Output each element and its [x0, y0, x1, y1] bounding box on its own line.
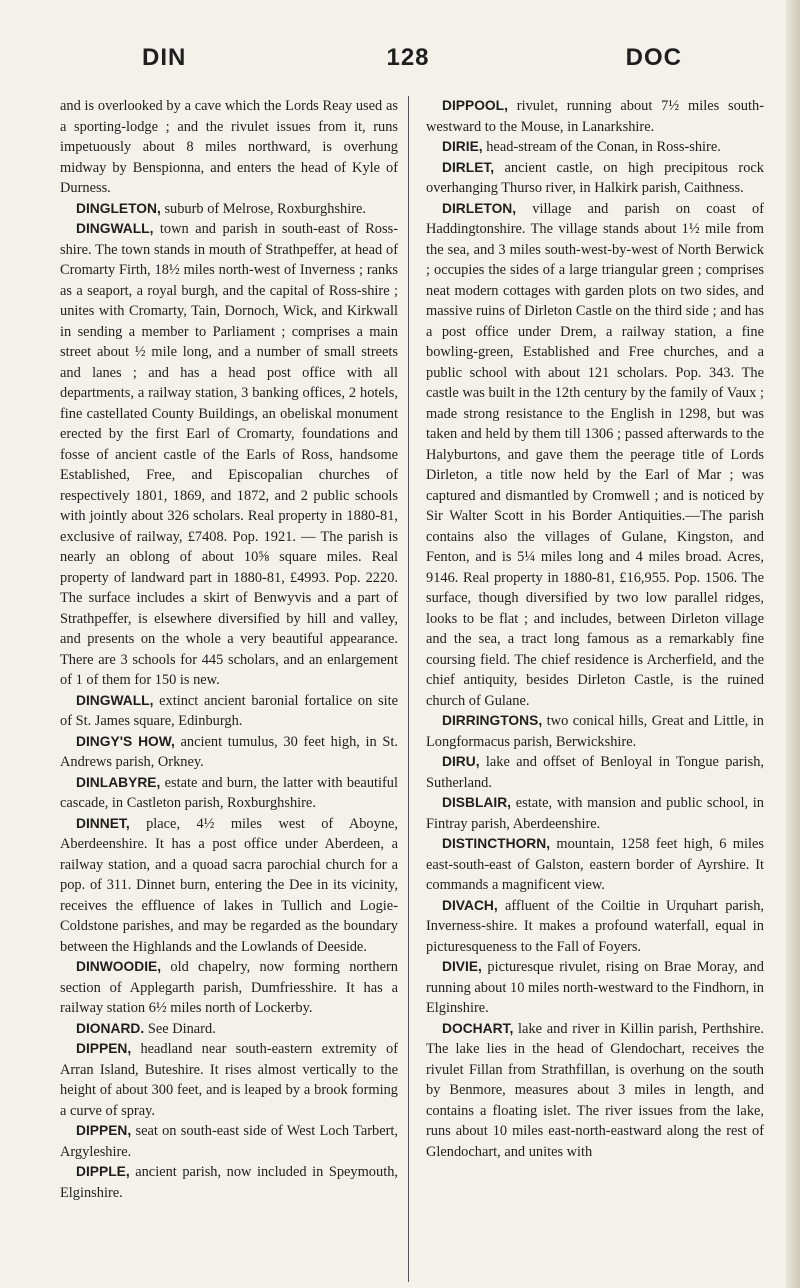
page-header — [64, 44, 752, 74]
entry-headword: DINWOODIE, — [76, 959, 162, 974]
entry-text: village and parish on coast of Haddingtonshire. The village stands about 1½ mile from the sea, and 3 miles south-west-by-west of North Berwick ; occupies the sides of a large triangular green ; comprises neat modern cottages with garden plots on two sides, and massive ruins of Dirleton Castle on the third side ; and has a post office under Drem, a railway station, a fine bowling-green, Established and Free churches, and a public school with about 121 scholars. Pop. 343. The castle was built in the 12th century by the family of Vaux ; made strong resistance to the English in 1298, but was taken and held by them till 1306 ; passed afterwards to the Halyburtons, and gave them the peerage title of Lords Dirleton, a title now held by the Earl of Mar ; was captured and dismantled by Cromwell ; and is noticed by Sir Walter Scott in his Border Antiquities.—The parish contains also the villages of Gulane, Kingston, and Fenton, and is 5¼ miles long and 4 miles broad. Acres, 9146. Real property in 1880-81, £16,955. Pop. 1506. The surface, though diversified by two low parallel ridges, looks to be flat ; and includes, between Dirleton village and the sea, a tract long famous as a remarkably fine coursing field. The chief residence is Archerfield, and the chief antiquity, besides Dirleton Castle, is the ruined church of Gulane. — [426, 200, 764, 709]
entry-headword: DIPPLE, — [76, 1164, 130, 1179]
gazetteer-entry — [426, 96, 764, 137]
gazetteer-entry — [426, 137, 764, 158]
entry-headword: DINGWALL, — [76, 692, 154, 708]
entry-text: headland near south-eastern extremity of Arran Island, Buteshire. It rises almost vertically to the height of about 300 feet, and is leaped by a brook forming a curve of spray. — [60, 1041, 398, 1119]
entry-headword: DIPPOOL, — [442, 98, 508, 113]
entry-text: rivulet, running about 7½ miles south-westward to the Mouse, in Lanarkshire. — [426, 98, 764, 135]
gazetteer-entry — [426, 158, 764, 199]
entry-headword: DISTINCTHORN, — [442, 836, 551, 851]
column-divider — [408, 96, 409, 1282]
entry-text: See Dinard. — [144, 1020, 216, 1037]
gazetteer-entry — [60, 1121, 398, 1162]
entry-headword: DIVACH, — [442, 897, 498, 913]
gazetteer-entry — [60, 1162, 398, 1203]
entry-text: two conical hills, Great and Little, in Longformacus parish, Berwickshire. — [426, 713, 764, 750]
gazetteer-entry — [426, 199, 764, 712]
entry-text: town and parish in south-east of Ross-shire. The town stands in mouth of Strathpeffer, at head of Cromarty Firth, 18½ miles north-west of Inverness ; ranks as a seaport, a royal burgh, and the capital of Ross-shire ; unites with Cromarty, Tain, Dornoch, Wick, and Kirkwall in sending a member to Parliament ; comprises a main street about ½ mile long, and a number of small streets and lanes ; and has a head post office with all departments, a railway station, 3 banking offices, 2 hotels, fine castellated County Buildings, an obeliskal monument erected by the first Earl of Cromarty, foundations and fosse of ancient castle of the Earls of Ross, handsome Established, Free, and Episcopalian churches of respectively 1801, 1869, and 1872, and 2 public schools with jointly about 326 scholars. Real property in 1880-81, exclusive of railway, £7408. Pop. 1921. — The parish is nearly an oblong of about 10⅝ square miles. Real property of landward part in 1880-81, £4993. Pop. 2220. The surface includes a skirt of Benwyvis and a part of Strathpeffer, is elsewhere diversified by hill and valley, and presents on the whole a very beautiful appearance. There are 3 schools for 445 scholars, and an enlargement of 1 of them for 150 is new. — [60, 221, 398, 688]
page-edge — [786, 0, 800, 1288]
gazetteer-entry — [60, 732, 398, 773]
gazetteer-entry — [60, 96, 398, 199]
running-head-right: DOC — [625, 44, 682, 71]
running-head-left: DIN — [142, 44, 187, 71]
gazetteer-entry — [60, 691, 398, 732]
entry-text: estate and burn, the latter with beautiful cascade, in Castleton parish, Roxburghshire. — [60, 774, 398, 811]
entry-headword: DINGY'S HOW, — [76, 733, 175, 749]
entry-text: picturesque rivulet, rising on Brae Moray, and running about 10 miles north-westward to the Findhorn, in Elginshire. — [426, 959, 764, 1016]
entry-headword: DIRLETON, — [442, 200, 517, 216]
entry-text: suburb of Melrose, Roxburghshire. — [160, 200, 367, 217]
gazetteer-entry — [60, 199, 398, 220]
entry-headword: DINGLETON, — [76, 200, 161, 216]
entry-text: affluent of the Coiltie in Urquhart parish, Inverness-shire. It makes a profound waterfall, equal in picturesqueness to the Fall of Foyers. — [426, 897, 764, 955]
entry-text: ancient castle, on high precipitous rock overhanging Thurso river, in Halkirk parish, Caithness. — [426, 159, 764, 196]
entry-headword: DIPPEN, — [76, 1123, 132, 1138]
gazetteer-entry — [426, 957, 764, 1019]
gazetteer-entry — [426, 896, 764, 958]
entry-headword: DIPPEN, — [76, 1041, 132, 1056]
entry-headword: DIRLET, — [442, 159, 495, 175]
entry-text: extinct ancient baronial fortalice on site of St. James square, Edinburgh. — [60, 692, 398, 729]
entry-text: seat on south-east side of West Loch Tarbert, Argyleshire. — [60, 1123, 398, 1160]
entry-headword: DISBLAIR, — [442, 795, 511, 810]
gazetteer-entry — [60, 219, 398, 691]
gazetteer-entry — [60, 773, 398, 814]
gazetteer-entry — [60, 814, 398, 958]
page-number: 128 — [386, 44, 430, 71]
entry-text: ancient parish, now included in Speymouth, Elginshire. — [60, 1164, 398, 1201]
entry-text: estate, with mansion and public school, in Fintray parish, Aberdeenshire. — [426, 795, 764, 832]
gazetteer-entry — [426, 1019, 764, 1163]
entry-text: head-stream of the Conan, in Ross-shire. — [482, 139, 721, 155]
entry-text: lake and river in Killin parish, Perthshire. The lake lies in the head of Glendochart, receives the rivulet Fillan from Strathfillan, is overhung on the south by Benmore, measures about 3 miles in length, and contains a floating islet. The river issues from the lake, runs about 10 miles east-north-eastward along the rest of Glendochart, and unites with — [426, 1020, 764, 1160]
gazetteer-entry — [60, 1039, 398, 1121]
entry-text: mountain, 1258 feet high, 6 miles east-south-east of Galston, eastern border of Ayrshire. It commands a magnificent view. — [426, 836, 764, 893]
gazetteer-entry — [426, 711, 764, 752]
entry-text: ancient tumulus, 30 feet high, in St. Andrews parish, Orkney. — [60, 733, 398, 770]
gazetteer-entry — [426, 752, 764, 793]
gazetteer-entry — [426, 793, 764, 834]
entry-headword: DIRU, — [442, 754, 480, 769]
entry-headword: DINGWALL, — [76, 221, 154, 236]
entry-headword: DINLABYRE, — [76, 774, 161, 790]
entry-text: lake and offset of Benloyal in Tongue parish, Sutherland. — [426, 754, 764, 791]
entry-text: old chapelry, now forming northern section of Applegarth parish, Dumfriesshire. It has a railway station 6½ miles north of Lockerby. — [60, 959, 398, 1016]
gazetteer-entry — [426, 834, 764, 896]
left-column — [60, 96, 398, 1203]
entry-headword: DIVIE, — [442, 959, 482, 974]
entry-text: and is overlooked by a cave which the Lords Reay used as a sporting-lodge ; and the rivulet issues from it, runs impetuously about 8 miles northward, is overhung midway by Benspionna, and enters the head of Kyle of Durness. — [60, 98, 398, 196]
entry-headword: DOCHART, — [442, 1020, 514, 1036]
entry-text: place, 4½ miles west of Aboyne, Aberdeenshire. It has a post office under Aberdeen, a railway station, and a quoad sacra parochial church for a pop. of 311. Dinnet burn, entering the Dee in its vicinity, receives the effluence of lakes in Tullich and Logie-Coldstone parishes, and may be regarded as the boundary between the Highlands and the Lowlands of Deeside. — [60, 815, 398, 955]
gazetteer-entry — [60, 1019, 398, 1040]
gazetteer-entry — [60, 957, 398, 1019]
entry-headword: DIRIE, — [442, 139, 483, 154]
entry-headword: DIRRINGTONS, — [442, 713, 543, 728]
right-column — [426, 96, 764, 1162]
entry-headword: DINNET, — [76, 815, 130, 831]
entry-headword: DIONARD. — [76, 1020, 145, 1036]
